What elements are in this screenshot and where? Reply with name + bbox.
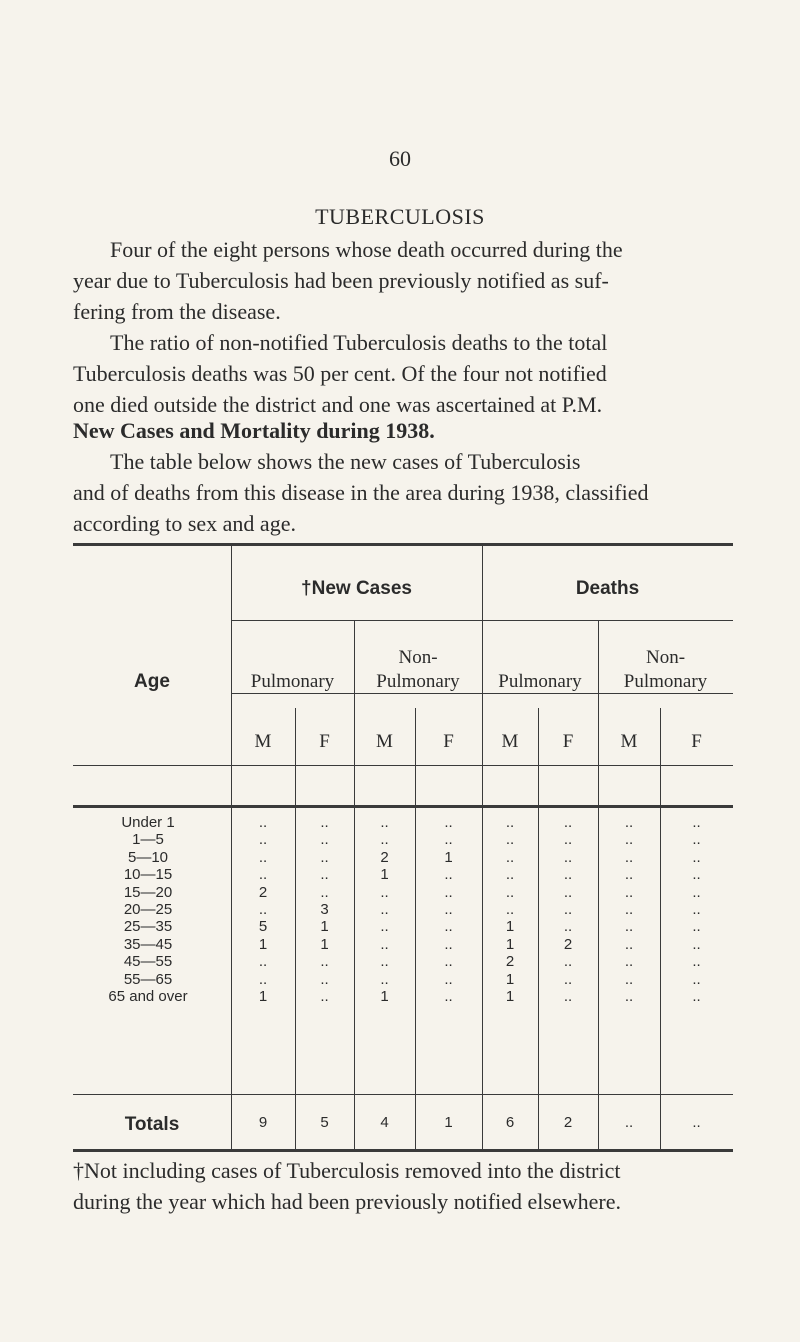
table-cell: .. xyxy=(258,953,268,971)
table-cell: .. xyxy=(444,883,453,901)
table-cell: .. xyxy=(692,901,701,918)
table-cell: .. xyxy=(624,866,634,884)
sex-header-m: M xyxy=(254,731,272,752)
table-cell: .. xyxy=(624,901,634,918)
age-group-label: 35—45 xyxy=(123,935,173,953)
total-cell: 5 xyxy=(320,1114,329,1131)
table-cell: 1 xyxy=(258,988,268,1005)
rule xyxy=(660,808,661,1151)
table-cell: .. xyxy=(258,831,268,849)
table-cell: .. xyxy=(624,953,634,971)
age-group-label: 45—55 xyxy=(123,953,173,971)
paragraph-line: The ratio of non-notified Tuberculosis deaths to the total xyxy=(110,330,608,355)
paragraph-table-intro xyxy=(73,446,733,539)
table-cell: .. xyxy=(380,953,389,971)
age-header: Age xyxy=(134,671,170,692)
table-cell: .. xyxy=(563,901,573,918)
total-cell: .. xyxy=(692,1114,701,1131)
table-cell: 1 xyxy=(380,988,389,1005)
table-cell: 1 xyxy=(258,935,268,953)
table-cell: .. xyxy=(320,883,329,901)
table-cell: .. xyxy=(444,866,453,884)
page-number: 60 xyxy=(389,146,411,171)
footnote-line: †Not including cases of Tuberculosis removed into the district xyxy=(73,1158,621,1183)
table-cell: .. xyxy=(692,883,701,901)
rule xyxy=(538,708,539,808)
table-top-rule xyxy=(73,543,733,546)
subheading: New Cases and Mortality during 1938. xyxy=(73,418,435,443)
table-cell: 2 xyxy=(380,848,389,866)
sex-header-f: F xyxy=(319,731,330,752)
sex-header-m: M xyxy=(620,731,638,752)
table-cell: .. xyxy=(624,831,634,849)
table-cell: .. xyxy=(380,935,389,953)
non-pulmonary-header: Non- xyxy=(398,647,438,668)
paragraph-ratio xyxy=(73,327,733,420)
table-cell: .. xyxy=(624,848,634,866)
table-cell: .. xyxy=(563,814,573,831)
paragraph-line: fering from the disease. xyxy=(73,299,281,324)
table-cell: 1 xyxy=(505,988,515,1005)
total-cell: 4 xyxy=(380,1114,389,1131)
rule xyxy=(231,620,733,621)
table-cell: .. xyxy=(258,848,268,866)
table-cell: 1 xyxy=(444,848,453,866)
table-cell: .. xyxy=(692,866,701,884)
paragraph-notified xyxy=(73,234,733,327)
paragraph-line: Four of the eight persons whose death occurred during the xyxy=(110,237,623,262)
table-cell: 2 xyxy=(258,883,268,901)
table-cell: .. xyxy=(563,953,573,971)
table-cell: .. xyxy=(380,883,389,901)
table-cell: .. xyxy=(258,970,268,988)
table-cell: .. xyxy=(505,866,515,884)
age-group-label: 65 and over xyxy=(108,988,188,1005)
table-cell: .. xyxy=(563,831,573,849)
table-cell: .. xyxy=(380,831,389,849)
rule xyxy=(415,808,416,1151)
table-cell: 3 xyxy=(320,901,329,918)
table-cell: .. xyxy=(692,918,701,936)
table-cell: .. xyxy=(692,935,701,953)
non-pulmonary-header: Pulmonary xyxy=(376,671,460,692)
sex-header-m: M xyxy=(376,731,393,752)
table-cell: .. xyxy=(258,866,268,884)
table-cell: .. xyxy=(692,831,701,849)
rule xyxy=(598,808,599,1151)
table-cell: .. xyxy=(258,901,268,918)
table-cell: .. xyxy=(320,970,329,988)
paragraph-line: Tuberculosis deaths was 50 per cent. Of the four not notified xyxy=(73,361,607,386)
rule xyxy=(231,693,733,694)
table-cell: .. xyxy=(692,814,701,831)
sex-header-f: F xyxy=(443,731,454,752)
age-group-label: 25—35 xyxy=(123,918,173,936)
rule xyxy=(231,808,232,1151)
table-cell: 2 xyxy=(505,953,515,971)
age-group-label: 55—65 xyxy=(123,970,173,988)
table-cell: .. xyxy=(624,935,634,953)
table-bottom-rule xyxy=(73,1149,733,1152)
table-cell: 1 xyxy=(505,918,515,936)
total-cell: 6 xyxy=(505,1114,515,1131)
table-cell: .. xyxy=(563,848,573,866)
table-cell: .. xyxy=(380,918,389,936)
table-body xyxy=(73,808,733,1155)
sex-header-f: F xyxy=(691,731,702,752)
table-cell: .. xyxy=(505,883,515,901)
table-cell: 1 xyxy=(505,935,515,953)
total-cell: 2 xyxy=(563,1114,573,1131)
table-cell: .. xyxy=(692,953,701,971)
rule xyxy=(660,708,661,808)
footnote xyxy=(73,1155,733,1217)
table-cell: .. xyxy=(563,883,573,901)
table-cell: .. xyxy=(444,814,453,831)
total-cell: .. xyxy=(624,1114,634,1131)
paragraph-line: year due to Tuberculosis had been previously notified as suf- xyxy=(73,268,609,293)
pulmonary-header: Pulmonary xyxy=(498,671,582,692)
age-group-label: 10—15 xyxy=(123,866,173,884)
paragraph-line: The table below shows the new cases of Tuberculosis xyxy=(110,449,581,474)
pulmonary-header: Pulmonary xyxy=(250,671,335,692)
table-cell: .. xyxy=(444,988,453,1005)
table-cell: .. xyxy=(444,901,453,918)
total-cell: 9 xyxy=(258,1114,268,1131)
table-cell: 1 xyxy=(320,918,329,936)
table-cell: .. xyxy=(505,814,515,831)
table-cell: .. xyxy=(320,848,329,866)
table-cell: .. xyxy=(692,970,701,988)
table-cell: .. xyxy=(505,848,515,866)
table-cell: .. xyxy=(563,970,573,988)
non-pulmonary-header: Non- xyxy=(645,647,686,668)
paragraph-line: one died outside the district and one was ascertained at P.M. xyxy=(73,392,603,417)
table-cell: 5 xyxy=(258,918,268,936)
rule xyxy=(73,1094,733,1095)
paragraph-line: according to sex and age. xyxy=(73,511,296,536)
table-cell: .. xyxy=(563,866,573,884)
table-cell: .. xyxy=(563,988,573,1005)
footnote-line: during the year which had been previously notified elsewhere. xyxy=(73,1189,621,1214)
table-cell: .. xyxy=(505,901,515,918)
table-cell: .. xyxy=(692,988,701,1005)
total-cell: 1 xyxy=(444,1114,453,1131)
table-cell: .. xyxy=(320,814,329,831)
table-cell: .. xyxy=(320,988,329,1005)
non-pulmonary-header: Pulmonary xyxy=(623,671,708,692)
table-cell: .. xyxy=(320,953,329,971)
table-cell: 1 xyxy=(380,866,389,884)
sex-header-f: F xyxy=(562,731,574,752)
totals-label: Totals xyxy=(124,1114,180,1135)
table-cell: .. xyxy=(624,988,634,1005)
table-cell: .. xyxy=(505,831,515,849)
sex-header-m: M xyxy=(501,731,519,752)
table-cell: .. xyxy=(320,866,329,884)
table-cell: .. xyxy=(624,970,634,988)
age-group-label: 5—10 xyxy=(127,848,169,866)
paragraph-line: and of deaths from this disease in the area during 1938, classified xyxy=(73,480,649,505)
table-cell: .. xyxy=(444,953,453,971)
deaths-header: Deaths xyxy=(575,578,640,599)
rule xyxy=(415,708,416,808)
tuberculosis-table xyxy=(73,543,733,808)
table-cell: 2 xyxy=(563,935,573,953)
new-cases-header: †New Cases xyxy=(301,578,412,599)
table-cell: .. xyxy=(444,831,453,849)
age-group-label: 15—20 xyxy=(123,883,173,901)
rule xyxy=(73,765,733,766)
table-cell: .. xyxy=(258,814,268,831)
table-cell: .. xyxy=(380,970,389,988)
table-cell: .. xyxy=(624,883,634,901)
table-cell: .. xyxy=(444,970,453,988)
section-title: TUBERCULOSIS xyxy=(315,204,485,229)
age-group-label: Under 1 xyxy=(121,814,175,831)
age-group-label: 1—5 xyxy=(132,831,164,849)
table-cell: .. xyxy=(624,814,634,831)
table-cell: .. xyxy=(380,814,389,831)
rule xyxy=(295,708,296,808)
table-cell: .. xyxy=(624,918,634,936)
table-cell: 1 xyxy=(505,970,515,988)
table-cell: .. xyxy=(320,831,329,849)
table-cell: .. xyxy=(444,935,453,953)
table-cell: .. xyxy=(380,901,389,918)
table-cell: .. xyxy=(563,918,573,936)
table-cell: .. xyxy=(444,918,453,936)
table-cell: .. xyxy=(692,848,701,866)
table-cell: 1 xyxy=(320,935,329,953)
age-group-label: 20—25 xyxy=(123,901,173,918)
